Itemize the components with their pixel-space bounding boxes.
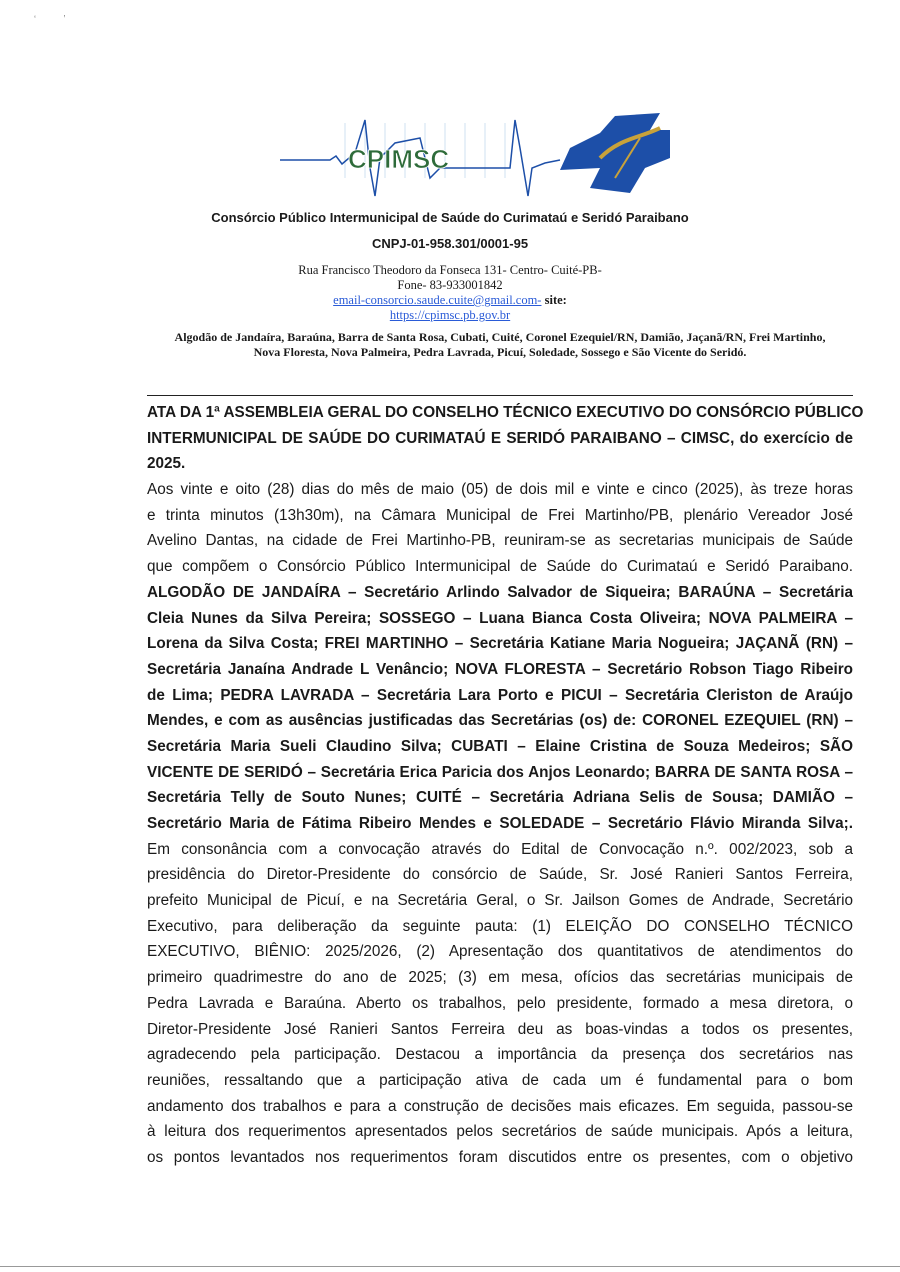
document-body — [147, 400, 864, 1171]
body-text-line: Secretária Janaína Andrade L Venâncio; NOVA FLORESTA – Secretário Robson Tiago Ribeiro — [147, 660, 853, 678]
contact-block — [0, 263, 900, 323]
site-label: site: — [544, 293, 567, 307]
organization-name: Consórcio Público Intermunicipal de Saúde do Curimataú e Seridó Paraibano — [211, 210, 689, 225]
body-text-line: EXECUTIVO, BIÊNIO: 2025/2026, (2) Apresentação dos quantitativos de atendimentos do — [147, 943, 853, 961]
document-title: ATA DA 1ª ASSEMBLEIA GERAL DO CONSELHO TÉCNICO EXECUTIVO DO CONSÓRCIO PÚBLICO — [147, 404, 864, 421]
body-text-line: Aos vinte e oito (28) dias do mês de maio (05) de dois mil e vinte e cinco (2025), às treze horas — [147, 481, 853, 499]
divider — [147, 395, 853, 396]
logo-text: CPIMSC — [348, 144, 450, 174]
scan-mark: ʻ ʼ — [34, 14, 66, 24]
body-text-line: presidência do Diretor-Presidente do consórcio de Saúde, Sr. José Ranieri Santos Ferreira, — [147, 866, 853, 884]
body-text-line: reuniões, ressaltando que a participação ativa de cada um é fundamental para o bom — [147, 1071, 853, 1089]
body-text-line: os pontos levantados nos requerimentos foram discutidos entre os presentes, com o objetivo — [147, 1148, 853, 1166]
body-text-line: Secretária Maria Sueli Claudino Silva; CUBATI – Elaine Cristina de Souza Medeiros; SÃO — [147, 737, 853, 755]
body-text-line: Cleia Nunes da Silva Pereira; SOSSEGO – Luana Bianca Costa Oliveira; NOVA PALMEIRA – — [147, 609, 853, 627]
document-title: INTERMUNICIPAL DE SAÚDE DO CURIMATAÚ E SERIDÓ PARAIBANO – CIMSC, do exercício de — [147, 429, 853, 447]
body-text-line: primeiro quadrimestre do ano de 2025; (3) em mesa, ofícios das secretárias municipais de — [147, 969, 853, 987]
member-towns — [140, 330, 860, 360]
body-text-line: Mendes, e com as ausências justificadas das Secretárias (os) de: CORONEL EZEQUIEL (RN) – — [147, 712, 853, 730]
cnpj: CNPJ-01-958.301/0001-95 — [371, 236, 529, 251]
body-text-line: ALGODÃO DE JANDAÍRA – Secretário Arlindo Salvador de Siqueira; BARAÚNA – Secretária — [147, 583, 853, 601]
body-text-line: Executivo, para deliberação da seguinte pauta: (1) ELEIÇÃO DO CONSELHO TÉCNICO — [147, 917, 853, 935]
body-text-line: à leitura dos requerimentos apresentados pelos secretários de saúde municipais. Após a leitura, — [147, 1123, 853, 1141]
email-link[interactable]: email-consorcio.saude.cuite@gmail.com- — [333, 293, 542, 307]
phone: Fone- 83-933001842 — [397, 278, 503, 292]
body-text-line: Secretária Telly de Souto Nunes; CUITÉ – Secretária Adriana Selis de Sousa; DAMIÃO – — [147, 789, 853, 807]
body-text-line: e trinta minutos (13h30m), na Câmara Municipal de Frei Martinho/PB, plenário Vereador José — [147, 506, 853, 524]
body-text-line: Secretário Maria de Fátima Ribeiro Mendes e SOLEDADE – Secretário Flávio Miranda Silva;. — [147, 815, 853, 832]
body-text-line: Diretor-Presidente José Ranieri Santos Ferreira deu as boas-vindas a todos os presentes, — [147, 1020, 853, 1038]
page-edge — [0, 1266, 900, 1267]
body-text-line: Em consonância com a convocação através do Edital de Convocação n.º. 002/2023, sob a — [147, 840, 853, 858]
site-link[interactable]: https://cpimsc.pb.gov.br — [389, 308, 511, 322]
body-text-line: Pedra Lavrada e Baraúna. Aberto os trabalhos, pelo presidente, formado a mesa diretora, o — [147, 994, 853, 1012]
body-text-line: Lorena da Silva Costa; FREI MARTINHO – Secretária Katiane Maria Nogueira; JAÇANÃ (RN) – — [147, 635, 853, 653]
body-text-line: VICENTE DE SERIDÓ – Secretária Erica Paricia dos Anjos Leonardo; BARRA DE SANTA ROSA – — [147, 763, 853, 781]
member-towns-line: Algodão de Jandaíra, Baraúna, Barra de Santa Rosa, Cubati, Cuité, Coronel Ezequiel/RN, Damião, Jaçanã/RN, Frei Martinho, — [174, 330, 826, 344]
body-text-line: que compõem o Consórcio Público Intermunicipal de Saúde do Curimataú e Seridó Paraibano. — [147, 558, 853, 576]
body-text-line: andamento dos trabalhos e para a construção de decisões mais eficazes. Em seguida, passou-se — [147, 1097, 853, 1115]
document-title: 2025. — [147, 455, 186, 473]
cpimsc-logo — [270, 108, 670, 198]
body-text-line: de Lima; PEDRA LAVRADA – Secretária Lara Porto e PICUI – Secretária Cleriston de Araújo — [147, 686, 853, 704]
body-text-line: Avelino Dantas, na cidade de Frei Martinho-PB, reuniram-se as secretarias municipais de Saúde — [147, 532, 853, 550]
address: Rua Francisco Theodoro da Fonseca 131- Centro- Cuité-PB- — [298, 263, 602, 277]
member-towns-line: Nova Floresta, Nova Palmeira, Pedra Lavrada, Picuí, Soledade, Sossego e São Vicente do Seridó. — [253, 345, 747, 359]
body-text-line: agradecendo pela participação. Destacou a importância da presença dos secretários nas — [147, 1046, 853, 1064]
body-text-line: prefeito Municipal de Picuí, e na Secretária Geral, o Sr. Jailson Gomes de Andrade, Secretário — [147, 892, 853, 910]
